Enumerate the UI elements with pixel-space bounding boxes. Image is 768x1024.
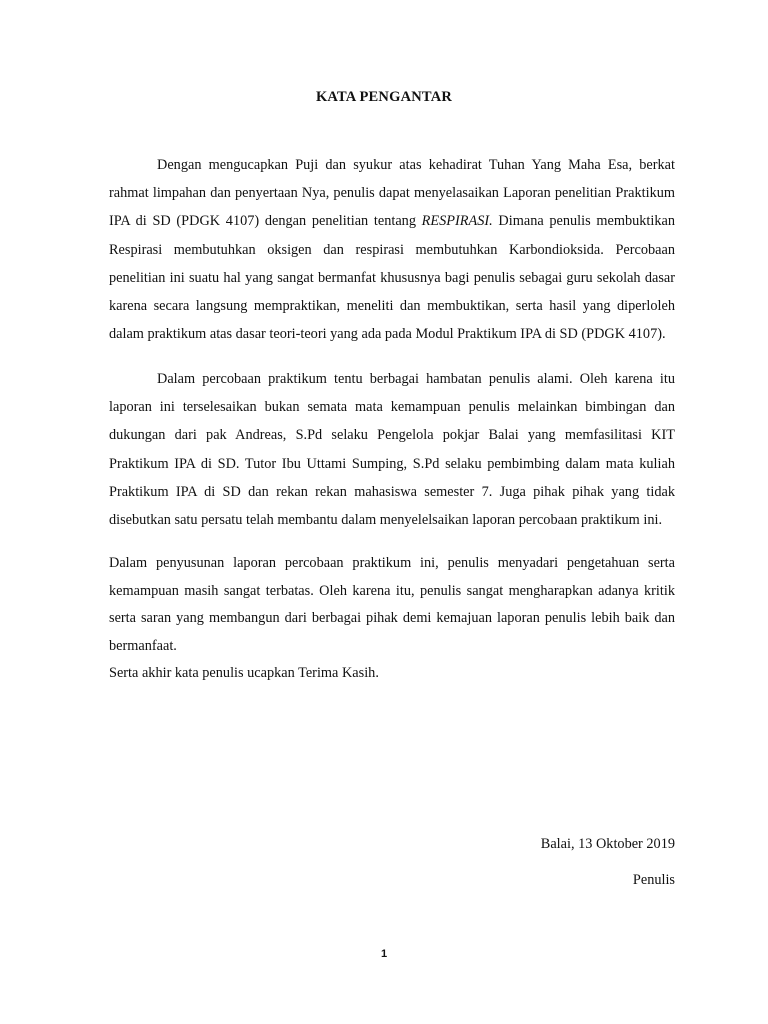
paragraph-opening — [109, 151, 675, 348]
paragraph-opening-text-cont: Dimana penulis membuktikan Respirasi membutuhkan oksigen dan respirasi membutuhkan Karbondioksida. Percobaan penelitian ini suatu hal yang sangat bermanfat khususnya bagi penulis sebagai guru sekolah dasar karena secara langsung mempraktikan, meneliti dan membuktikan, serta hasil yang diperloleh dalam praktikum atas dasar teori-teori yang ada pada Modul Praktikum IPA di SD (PDGK 4107). — [109, 213, 675, 343]
paragraph-limitations: Dalam penyusunan laporan percobaan praktikum ini, penulis menyadari pengetahuan serta kemampuan masih sangat terbatas. Oleh karena itu, penulis sangat mengharapkan adanya kritik serta saran yang membangun dari berbagai pihak demi kemajuan laporan penulis lebih baik dan bermanfaat. — [109, 555, 675, 654]
paragraph-opening-text: Dengan mengucapkan Puji dan syukur atas kehadirat Tuhan Yang Maha Esa, berkat rahmat limpahan dan penyertaan Nya, penulis dapat menyelasaikan Laporan penelitian Praktikum IPA di SD (PDGK 4107) dengan penelitian tentang — [109, 157, 675, 230]
signature-place-date: Balai, 13 Oktober 2019 — [540, 836, 675, 852]
paragraph-closing: Serta akhir kata penulis ucapkan Terima Kasih. — [109, 665, 379, 681]
paragraph-acknowledgement: Dalam percobaan praktikum tentu berbagai hambatan penulis alami. Oleh karena itu laporan ini terselesaikan bukan semata mata kemampuan penulis melainkan bimbingan dan dukungan dari pak Andreas, S.Pd selaku Pengelola pokjar Balai yang memfasilitasi KIT Praktikum IPA di SD. Tutor Ibu Uttami Sumping, S.Pd selaku pembimbing dalam mata kuliah Praktikum IPA di SD dan rekan rekan mahasiswa semester 7. Juga pihak pihak yang tidak disebutkan satu persatu telah membantu dalam menyelelsaikan laporan percobaan praktikum ini. — [109, 371, 675, 529]
page-number: 1 — [380, 948, 388, 960]
respirasi-emphasis: RESPIRASI. — [421, 213, 493, 230]
page-title: KATA PENGANTAR — [315, 89, 453, 105]
signature-role: Penulis — [632, 872, 675, 888]
